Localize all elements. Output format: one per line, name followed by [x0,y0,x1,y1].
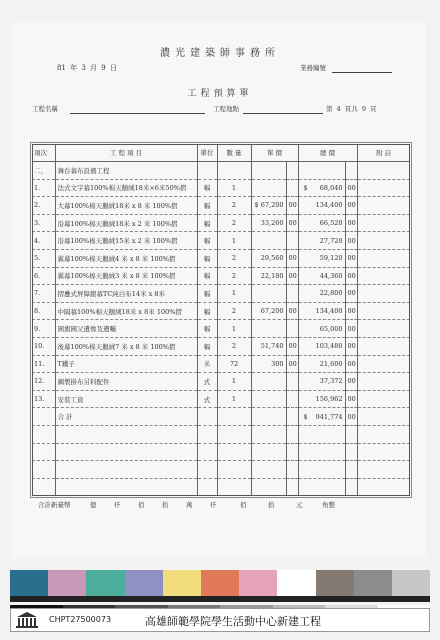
table-row [32,267,410,285]
row-unit: 幅 [197,337,217,355]
table-row [32,355,410,373]
color-swatch [86,570,124,596]
row-total-cents: 00 [345,337,357,355]
row-total-cents: 00 [345,320,357,338]
row-qty [217,425,251,443]
table-row [32,373,410,391]
archive-title: 高雄師範學院學生活動中心新建工程 [145,615,321,628]
row-qty: 1 [217,232,251,250]
header-no: 項次 [32,144,55,162]
row-unit [197,425,217,443]
row-item: 大幕100%棉天鵝絨18米 x 8 米 100%摺 [55,197,197,215]
row-total: 103,480 [298,337,345,355]
row-no: 4. [32,232,55,250]
row-unit [197,162,217,180]
row-note [357,408,410,426]
row-note [357,232,410,250]
row-price [251,390,286,408]
row-item [55,425,197,443]
row-unit: 幅 [197,197,217,215]
row-unit: 幅 [197,302,217,320]
row-price: 22,180 [251,267,286,285]
row-price [251,373,286,391]
row-total: 59,120 [298,249,345,267]
row-total [298,162,345,180]
project-location-label: 工程地點 [213,105,239,113]
row-note [357,478,410,495]
row-qty: 1 [217,285,251,303]
row-price-cents: 00 [286,355,298,373]
row-qty: 1 [217,179,251,197]
row-no [32,478,55,495]
row-note [357,373,410,391]
firm-name: 濃光建築師事務所 [160,48,280,59]
row-item: 翼幕100%棉天鵝絨3 米 x 8 米 100%摺 [55,267,197,285]
row-total: 156,962 [298,390,345,408]
row-unit [197,408,217,426]
row-note [357,355,410,373]
row-total-cents [345,425,357,443]
date: 81 年 3 月 9 日 [57,64,117,72]
row-note [357,443,410,461]
row-price-cents: 00 [286,267,298,285]
row-total [298,478,345,495]
row-qty: 2 [217,214,251,232]
color-swatch [239,570,277,596]
row-price: 33,260 [251,214,286,232]
document-title: 工程預算單 [187,89,253,99]
row-total-value: 941,774 [315,412,343,421]
row-total-value: 68,040 [319,183,343,192]
footer-unit: 佰 [240,501,247,509]
row-total-cents: 00 [345,302,357,320]
row-total-cents: 00 [345,355,357,373]
row-price [251,232,286,250]
row-total: 134,400 [298,302,345,320]
row-price-cents [286,443,298,461]
row-price: 29,560 [251,249,286,267]
row-note [357,461,410,479]
row-no: 8. [32,302,55,320]
row-price-cents [286,461,298,479]
header-total: 總 價 [298,144,357,162]
row-total [298,425,345,443]
budget-table [32,144,410,495]
row-price: 67,200 [251,302,286,320]
row-total: 44,360 [298,267,345,285]
row-price-cents: 00 [286,249,298,267]
row-total: 37,372 [298,373,345,391]
color-swatch [277,570,315,596]
row-price [251,443,286,461]
row-note [357,285,410,303]
row-item: 後幕100%棉天鵝絨7 米 x 8 米 100%摺 [55,337,197,355]
row-qty: 72 [217,355,251,373]
row-note [357,320,410,338]
row-unit: 幅 [197,214,217,232]
archive-caption [10,608,430,632]
row-item [55,478,197,495]
row-price-cents [286,408,298,426]
footer-unit: 元 [296,501,303,509]
footer-unit: 拾 [162,501,169,509]
row-unit: 式 [197,390,217,408]
row-qty: 2 [217,302,251,320]
row-price-cents: 00 [286,302,298,320]
row-no: 10. [32,337,55,355]
archive-code: CHPT27500073 [49,615,112,624]
row-price [251,408,286,426]
row-price-cents [286,390,298,408]
row-no [32,443,55,461]
color-calibration-strip [10,570,430,596]
row-no: 5. [32,249,55,267]
project-location-line [243,113,323,114]
currency-symbol: $ [303,183,308,192]
row-item: T鐵子 [55,355,197,373]
row-unit [197,478,217,495]
row-total-cents: 00 [345,179,357,197]
row-qty: 1 [217,373,251,391]
row-no: 11. [32,355,55,373]
table-row [32,425,410,443]
row-price-cents [286,320,298,338]
row-no: 6. [32,267,55,285]
row-qty [217,162,251,180]
table-row [32,478,410,495]
row-no: 13. [32,390,55,408]
row-qty [217,478,251,495]
footer-unit: 仟 [210,501,217,509]
footer-unit: 拾 [268,501,275,509]
row-note [357,214,410,232]
footer-unit: 萬 [186,501,193,509]
row-price-cents [286,478,298,495]
row-no: 3. [32,214,55,232]
row-unit: 式 [197,373,217,391]
row-price-cents: 00 [286,197,298,215]
table-row [32,443,410,461]
row-price-cents [286,425,298,443]
row-unit: 幅 [197,179,217,197]
row-total-cents: 00 [345,373,357,391]
row-note [357,337,410,355]
row-price [251,461,286,479]
gray-scale-bar [10,596,430,602]
row-note [357,390,410,408]
table-header-row [32,144,410,162]
row-price-cents [286,179,298,197]
row-total-cents [345,443,357,461]
table-row [32,285,410,303]
row-total: 134,400 [298,197,345,215]
row-price [251,179,286,197]
row-item: 國旗國父遺像及遺囑 [55,320,197,338]
table-row [32,390,410,408]
row-note [357,162,410,180]
row-price-cents [286,162,298,180]
header-price: 單 價 [251,144,298,162]
row-item: 中隔幕100%棉天鵝絨18米 x 8米 100%摺 [55,302,197,320]
row-total [298,408,345,426]
row-price [251,320,286,338]
color-swatch [125,570,163,596]
row-note [357,179,410,197]
row-unit: 米 [197,355,217,373]
color-swatch [48,570,86,596]
row-no: 9. [32,320,55,338]
row-price [251,162,286,180]
row-total-cents: 00 [345,267,357,285]
row-price [251,425,286,443]
row-item [55,443,197,461]
row-total-cents [345,461,357,479]
row-item: 沿幕100%棉天鵝絨18米 x 2 米 100%摺 [55,214,197,232]
row-no [32,408,55,426]
row-total [298,461,345,479]
row-total-cents: 00 [345,390,357,408]
table-row [32,179,410,197]
row-total-cents: 00 [345,249,357,267]
row-unit: 幅 [197,232,217,250]
table-row [32,320,410,338]
row-total-cents: 00 [345,408,357,426]
row-price-cents: 00 [286,337,298,355]
row-note [357,249,410,267]
row-no [32,425,55,443]
row-qty [217,408,251,426]
footer-unit: 仟 [114,501,121,509]
row-total: 66,520 [298,214,345,232]
header-item: 工 程 項 目 [55,144,197,162]
color-swatch [354,570,392,596]
archive-logo-icon [13,611,41,629]
row-unit [197,461,217,479]
footer-unit: 角整 [322,501,335,509]
project-name-label: 工程名稱 [32,105,58,113]
row-item [55,461,197,479]
row-price [251,285,286,303]
row-total: 65,000 [298,320,345,338]
row-price: $ 67,200 [251,197,286,215]
row-price-cents [286,232,298,250]
row-total: 22,800 [298,285,345,303]
row-unit: 幅 [197,320,217,338]
row-item: 法式文字幕100%棉天鵝絨18米×6米50%摺 [55,179,197,197]
row-total-cents: 00 [345,197,357,215]
row-total-cents: 00 [345,214,357,232]
row-unit [197,443,217,461]
row-qty: 2 [217,337,251,355]
row-qty: 2 [217,197,251,215]
row-item: 舞台幕布設備工程 [55,162,197,180]
row-total: 27,720 [298,232,345,250]
row-no: 7. [32,285,55,303]
row-note [357,197,410,215]
registration-line [332,72,392,73]
header-qty: 數 量 [217,144,251,162]
row-note [357,267,410,285]
table-row [32,232,410,250]
row-no [32,461,55,479]
color-swatch [10,570,48,596]
row-price-cents [286,285,298,303]
row-unit: 幅 [197,285,217,303]
row-price-cents: 00 [286,214,298,232]
header-note: 附 註 [357,144,410,162]
row-total-cents: 00 [345,232,357,250]
row-note [357,425,410,443]
row-item: 摺疊式屏障銀幕TC純白布14米 x 8米 [55,285,197,303]
row-total: 21,600 [298,355,345,373]
row-item: 翼幕100%棉天鵝絨4 米 x 8 米 100%摺 [55,249,197,267]
project-name-line [70,113,205,114]
row-item: 鋼製掛布另料配件 [55,373,197,391]
row-qty [217,443,251,461]
table-row [32,197,410,215]
footer-unit: 佰 [138,501,145,509]
table-row [32,162,410,180]
table-row [32,214,410,232]
row-note [357,302,410,320]
table-row [32,302,410,320]
row-total [298,443,345,461]
row-qty: 1 [217,390,251,408]
row-total [298,179,345,197]
row-no: 2. [32,197,55,215]
row-price: 51,740 [251,337,286,355]
row-qty: 2 [217,249,251,267]
table-row [32,249,410,267]
footer-label: 合計新臺幣 [38,501,71,509]
row-total-cents: 00 [345,285,357,303]
table-row [32,337,410,355]
row-qty: 1 [217,320,251,338]
row-no: 1. [32,179,55,197]
color-swatch [163,570,201,596]
row-unit: 幅 [197,249,217,267]
row-no: 12. [32,373,55,391]
row-total-cents [345,478,357,495]
row-price: 300 [251,355,286,373]
row-price-cents [286,373,298,391]
row-item: 合 計 [55,408,197,426]
color-swatch [316,570,354,596]
color-swatch [201,570,239,596]
row-total-cents [345,162,357,180]
row-qty [217,461,251,479]
header-unit: 單位 [197,144,217,162]
footer-unit: 億 [90,501,97,509]
currency-symbol: $ [303,412,308,421]
page-info: 第 4 頁共 9 頁 [326,105,377,113]
row-price [251,478,286,495]
row-item: 沿幕100%棉天鵝絨15米 x 2 米 100%摺 [55,232,197,250]
row-unit: 幅 [197,267,217,285]
table-row [32,461,410,479]
registration-label: 業務編號 [300,64,326,72]
table-row [32,408,410,426]
row-no: 二、 [32,162,55,180]
color-swatch [392,570,430,596]
row-item: 安裝工資 [55,390,197,408]
row-qty: 2 [217,267,251,285]
